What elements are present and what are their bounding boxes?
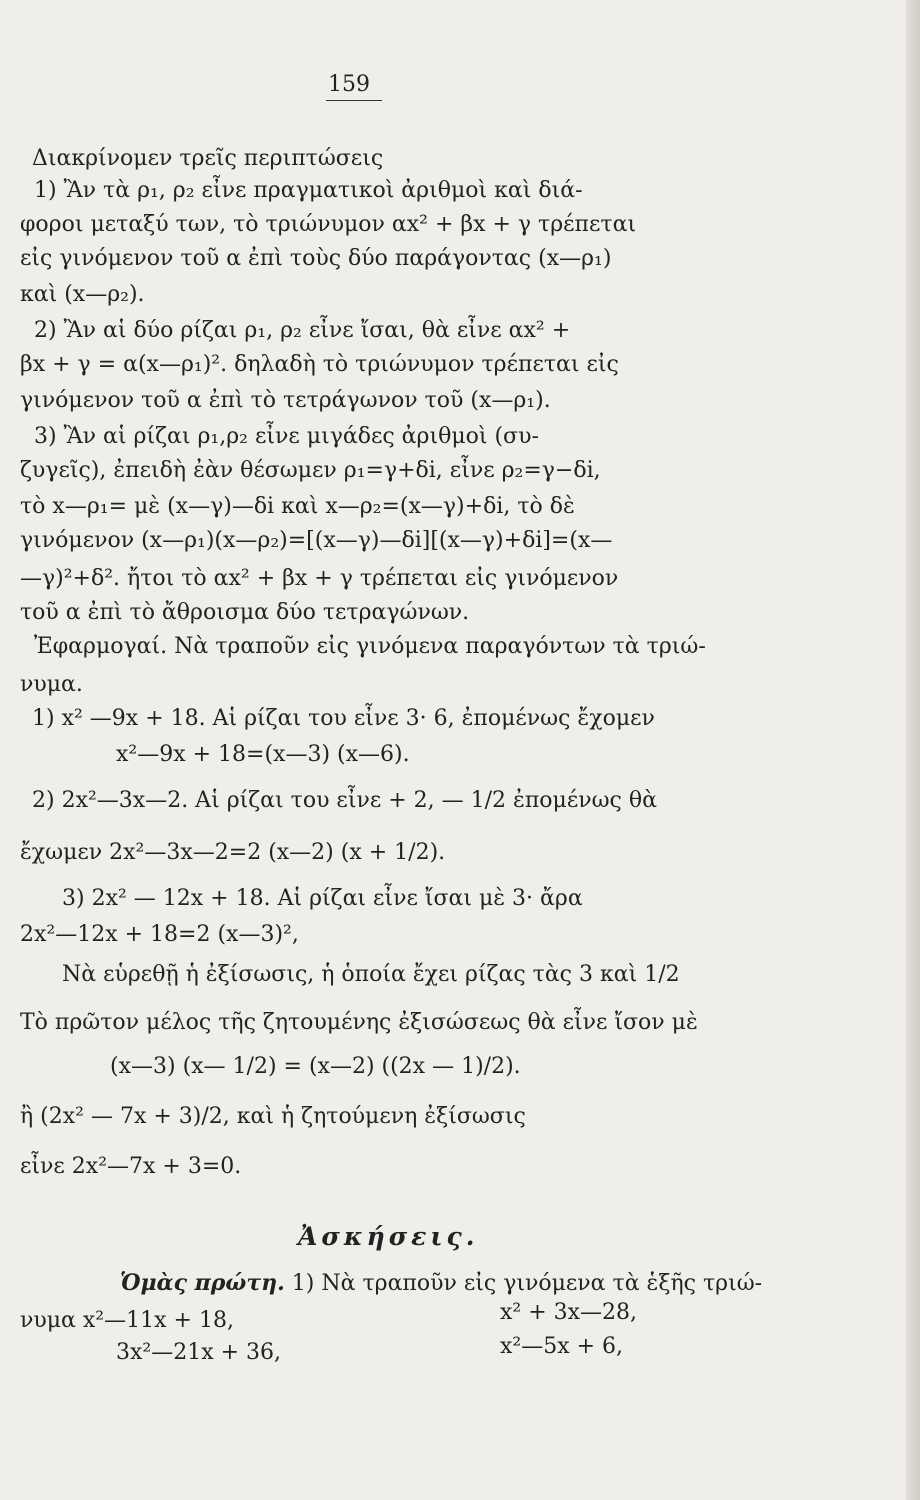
text-line: εἶνε 2x²—7x + 3=0. (20, 1154, 242, 1179)
exercise-intro (120, 1270, 762, 1297)
text-line: 2) Ἂν αἱ δύο ρίζαι ρ₁, ρ₂ εἶνε ἴσαι, θὰ εἶνε αx² + (34, 318, 571, 343)
text-line: τὸ x—ρ₁= μὲ (x—γ)—δi καὶ x—ρ₂=(x—γ)+δi, τὸ δὲ (20, 494, 575, 519)
text-line: —γ)²+δ². ἤτοι τὸ αx² + βx + γ τρέπεται εἰς γινόμενον (20, 566, 619, 591)
text-line: Νὰ εὑρεθῇ ἡ ἐξίσωσις, ἡ ὁποία ἔχει ρίζας τὰς 3 καὶ 1/2 (62, 962, 680, 987)
text-line: γινόμενον (x—ρ₁)(x—ρ₂)=[(x—γ)—δi][(x—γ)+δi]=(x— (20, 528, 613, 553)
text-line: 1) x² —9x + 18. Αἱ ρίζαι του εἶνε 3· 6, ἐπομένως ἔχομεν (32, 706, 655, 731)
text-line: ἢ (2x² — 7x + 3)/2, καὶ ἡ ζητούμενη ἐξίσωσις (20, 1104, 526, 1129)
exercise-line: x²—5x + 6, (500, 1334, 624, 1359)
page-number-rule (326, 100, 382, 101)
text-line: τοῦ α ἐπὶ τὸ ἄθροισμα δύο τετραγώνων. (20, 600, 470, 625)
text-line: (x—3) (x— 1/2) = (x—2) ((2x — 1)/2). (110, 1054, 521, 1079)
text-line: 3) 2x² — 12x + 18. Αἱ ρίζαι εἶνε ἴσαι μὲ 3· ἄρα (62, 886, 583, 911)
text-line: ἔχωμεν 2x²—3x—2=2 (x—2) (x + 1/2). (20, 840, 446, 865)
exercise-intro-text: 1) Νὰ τραποῦν εἰς γινόμενα τὰ ἑξῆς τριώ- (291, 1271, 763, 1296)
text-line: βx + γ = α(x—ρ₁)². δηλαδὴ τὸ τριώνυμον τρέπεται εἰς (20, 352, 619, 377)
exercise-line: νυμα x²—11x + 18, (20, 1308, 234, 1333)
exercise-line: x² + 3x—28, (500, 1300, 638, 1325)
text-line: γινόμενον τοῦ α ἐπὶ τὸ τετράγωνον τοῦ (x—ρ₁). (20, 388, 551, 413)
section-heading: Ἀσκήσεις. (298, 1222, 479, 1251)
text-line: 2) 2x²—3x—2. Αἱ ρίζαι του εἶνε + 2, — 1/2 ἐπομένως θὰ (32, 788, 657, 813)
exercise-line: 3x²—21x + 36, (116, 1340, 282, 1365)
text-line: εἰς γινόμενον τοῦ α ἐπὶ τοὺς δύο παράγοντας (x—ρ₁) (20, 246, 612, 271)
text-line: Τὸ πρῶτον μέλος τῆς ζητουμένης ἐξισώσεως θὰ εἶνε ἴσον μὲ (20, 1010, 698, 1035)
text-line: 1) Ἂν τὰ ρ₁, ρ₂ εἶνε πραγματικοὶ ἀριθμοὶ καὶ διά- (34, 178, 583, 203)
text-line: καὶ (x—ρ₂). (20, 282, 145, 307)
page-edge (906, 0, 920, 1500)
text-line: νυμα. (20, 672, 83, 697)
page-number: 159 (328, 72, 370, 97)
text-line: 2x²—12x + 18=2 (x—3)², (20, 922, 299, 947)
text-line: Διακρίνομεν τρεῖς περιπτώσεις (32, 146, 384, 171)
text-line: Ἐφαρμογαί. Νὰ τραποῦν εἰς γινόμενα παραγόντων τὰ τριώ- (34, 634, 706, 659)
text-line: x²—9x + 18=(x—3) (x—6). (116, 742, 410, 767)
text-line: 3) Ἂν αἱ ρίζαι ρ₁,ρ₂ εἶνε μιγάδες ἀριθμοὶ (συ- (34, 424, 539, 449)
exercise-group-label: Ὁμὰς πρώτη. (120, 1270, 285, 1296)
text-line: ζυγεῖς), ἐπειδὴ ἐὰν θέσωμεν ρ₁=γ+δi, εἶνε ρ₂=γ−δi, (20, 458, 601, 483)
text-line: φοροι μεταξύ των, τὸ τριώνυμον αx² + βx + γ τρέπεται (20, 212, 637, 237)
